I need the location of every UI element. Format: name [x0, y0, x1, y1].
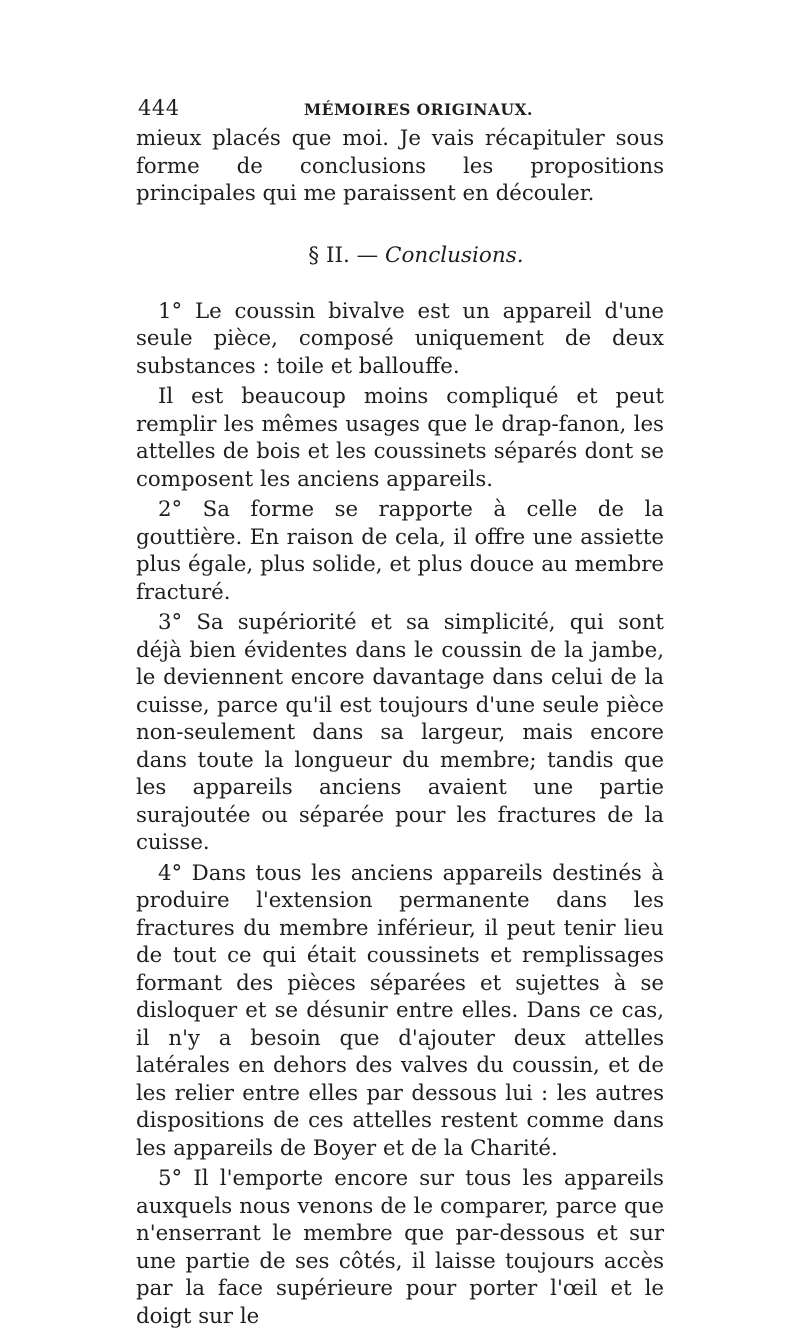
section-heading — [168, 242, 664, 270]
running-head — [136, 96, 664, 128]
paragraph-3: 2° Sa forme se rapporte à celle de la gouttière. En raison de cela, il offre une assiette plus égale, plus solide, et plus douce au membre fracturé. — [136, 497, 664, 605]
running-title: MÉMOIRES ORIGINAUX. — [304, 100, 533, 119]
paragraph-4: 3° Sa supériorité et sa simplicité, qui sont déjà bien évidentes dans le coussin de la jambe, le deviennent encore davantage dans celui de la cuisse, parce qu'il est toujours d'une seule pièce non-seulement dans sa largeur, mais encore dans toute la longueur du membre; tandis que les appareils anciens avaient une partie surajoutée ou séparée pour les fractures de la cuisse. — [136, 610, 664, 855]
paragraph-1: 1° Le coussin bivalve est un appareil d'une seule pièce, composé uniquement de deux substances : toile et ballouffe. — [136, 298, 664, 379]
paragraph-2: Il est beaucoup moins compliqué et peut remplir les mêmes usages que le drap-fanon, les attelles de bois et les coussinets séparés dont se composent les anciens appareils. — [136, 384, 664, 492]
book-page — [136, 96, 664, 1333]
section-title: Conclusions. — [385, 242, 524, 268]
section-number: § II. — — [308, 242, 379, 268]
paragraph-5: 4° Dans tous les anciens appareils destinés à produire l'extension permanente dans les fractures du membre inférieur, il peut tenir lieu de tout ce qui était coussinets et remplissages formant des pièces séparées et sujettes à se disloquer et se désunir entre elles. Dans ce cas, il n'y a besoin que d'ajouter deux attelles latérales en dehors des valves du coussin, et de les relier entre elles par dessous lui : les autres dispositions de ces attelles restent comme dans les appareils de Boyer et de la Charité. — [136, 860, 664, 1161]
page-number: 444 — [138, 96, 180, 120]
opening-paragraph: mieux placés que moi. Je vais récapituler sous forme de conclusions les propositions principales qui me paraissent en découler. — [136, 126, 664, 206]
paragraph-6: 5° Il l'emporte encore sur tous les appareils auxquels nous venons de le comparer, parce que n'enserrant le membre que par-dessous et sur une partie de ses côtés, il laisse toujours accès par la face supérieure pour porter l'œil et le doigt sur le — [136, 1166, 664, 1329]
